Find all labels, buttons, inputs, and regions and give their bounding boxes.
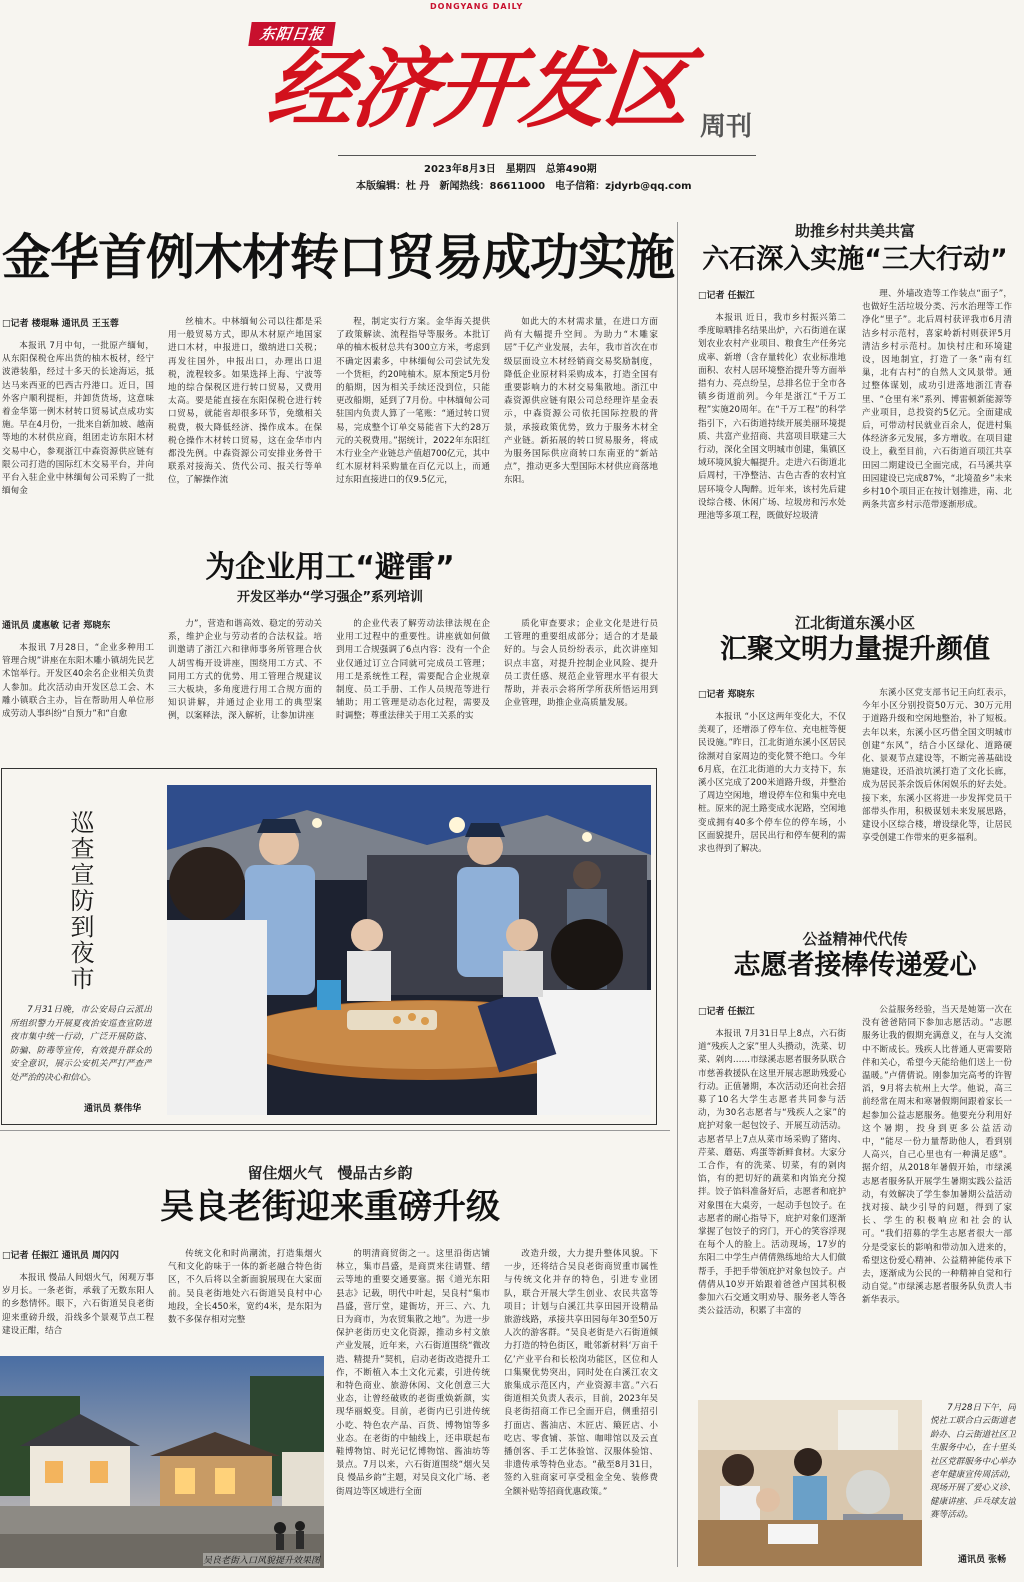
training-byline: 通讯员 虞惠敏 记者 郑晓东 <box>2 621 111 631</box>
side1-byline: □记者 任振江 <box>698 291 755 301</box>
masthead-title: 经济开发区 <box>262 39 694 140</box>
side2-headline: 汇聚文明力量提升颜值 <box>720 634 990 665</box>
volunteer-col-2: 公益服务经验，当天是她第一次在没有爸爸陪同下参加志愿活动。“志愿服务让我的假期充满意义，在与人交流中不断成长。残疾人比普通人更需要陪伴和关心，希望今天能给他们送上一份温暖。”卢倩倩说。刚参加完高考的许智滔，9月将去杭州上大学。他说，高三前经常在周末和寒暑假期间跟着家长一起参加公益志愿服务。他要充分利用好这个暑期，投身到更多公益活动中，“能尽一份力量帮助他人，看到别人高兴，自己心里也有一种满足感”。据介绍，从2018年暑假开始，市绿溪志愿者服务队开展学生暑期实践公益活动，有效解决了学生参加暑期公益活动找对接、缺少引导的问题，得到了家长、学生的积极响应和社会的认可。“我们招募的学生志愿者很大一部分是受家长的影响和带动加入进来的，希望这份爱心精神、公益精神能传承下去，逐渐成为公民的一种精神自觉和行动自觉。”市绿溪志愿者服务队负责人韦新华表示。 <box>862 1005 1012 1306</box>
masthead-english: DONGYANG DAILY <box>430 2 524 11</box>
side2-col-1: 本报讯 “小区这两年变化大，不仅美观了，还增添了停车位、充电桩等便民设施。”昨日，江北街道东溪小区居民徐濒对自家周边的变化赞不绝口。今年6月底，在江北街道的大力支持下，东溪小区完成了200米道路升级，并整治了周边空闲地，增设停车位和集中充电桩。原来的泥土路变成水泥路，空闲地变成拥有40多个停车位的停车场，小区面貌提升，居民出行和停车便利的需求也得到了解决。 <box>698 712 846 855</box>
street-photo-caption: 吴良老街入口风貌提升效果图 <box>203 1553 320 1566</box>
clinic-photo-caption: 7月28日下午，同悦社工联合白云街道老龄办、白云街道社区卫生服务中心，在十里头社区党群服务中心举办老年健康宣传周活动，现场开展了爱心义诊、健康讲座、乒乓球友谊赛等活动。 <box>930 1403 1016 1521</box>
volunteer-headline: 志愿者接棒传递爱心 <box>733 950 977 981</box>
side1-col-1: 本报讯 近日，我市乡村振兴第二季度晾晒排名结果出炉，六石街道在谋划农业农村产业项目、粮食生产任务完成率、新增（含存量转化）农业标准地面积、农村人居环境整治提升等方面举措有力、亮点纷呈，总排名位于全市各镇乡街道前列。今年是浙江“千万工程”实施20周年。在“千万工程”的科学指引下，六石街道持续开展美丽环境提质、共富产业招商、共富项目联建三大行动，深化全国文明城市创建，集镇区域环境风貌大幅提升。走进六石街道北后周村，干净整洁、古色古香的农村宜居环境令人陶醉。近年来，该村先后建设综合楼、休闲广场、垃圾房和污水处理池等多项工程，既做好垃圾清 <box>698 313 846 522</box>
training-subhead: 开发区举办“学习强企”系列培训 <box>236 590 424 605</box>
side1-col-2: 理、外墙改造等工作装点“面子”，也做好生活垃圾分类、污水治理等工作净化“里子”。北后周村获评我市6月清洁乡村示范村，喜家岭新村则获评5月清洁乡村示范村。加快村庄和环境建设，因地制宜，打造了一条“南有红巢，北有古村”的自然人文风景带。通过整体谋划，成功引进落地浙江青春里、“仓里有米”系列、博雷顿新能源等产业项目，总投资约5亿元。全面建成后，可带动村民就业百余人，促进村集体经济多元发展，多方增收。在项目建设上，截至目前，六石街道百项江共享田园二期建设已全面完成，石马溪共享田园建设已完成87%，“北境盈乡”未来乡村10个项目正在按计划推进，南、北两条共富乡村示范带逐渐形成。 <box>862 289 1012 511</box>
photo-box-title: 巡查宣防到夜市 <box>66 810 94 992</box>
lead-col-1: 本报讯 7月中旬，一批原产缅甸，从东阳保税仓库出货的柚木板材，经宁波港装船，经过十多天的长途海运，抵达马来西亚的巴西古丹港口。近日，国外客户顺利提柜，并卸货货场，这意味着金华第一例木材转口贸易试点成功实施。早在4月份，一批来自新加坡、越南等地的木材供应商，组团走访东阳木材交易中心，参观浙江中森资源供应链有限公司打造的国际红木交易平台，并向平台入驻企业中林缅甸公司采购了一批缅甸金 <box>2 341 154 497</box>
paper-name: 东阳日报 <box>258 25 326 43</box>
training-headline: 为企业用工“避雷” <box>205 550 455 585</box>
clinic-photo <box>698 1400 922 1566</box>
column-divider <box>677 222 678 1567</box>
street-kicker: 留住烟火气 慢品古乡韵 <box>247 1164 413 1182</box>
date-line: 2023年8月3日 星期四 总第490期 <box>424 164 597 175</box>
lead-col-3: 程，制定实行方案。金华海关提供了政策解读、流程指导等服务。本批订单的柚木板材总共有300立方米，考虑到不确定因素多，中林缅甸公司尝试先发一个货柜，约20吨柚木。原本预定5月份的船期，因为相关手续还没到位，只能更改船期，延到了7月份。中林缅甸公司驻国内负责人算了一笔账：“通过转口贸易，完成整个订单交易能省下大约28万元的关税费用。”据统计，2022年东阳红木行业全产业链总产值超700亿元，其中红木原材料采购量在百亿元以上，而通过东阳直接进口的仅9.5亿元， <box>336 317 490 486</box>
volunteer-kicker: 公益精神代代传 <box>802 930 908 948</box>
street-byline: □记者 任振江 通讯员 周闪闪 <box>2 1251 119 1261</box>
side2-col-2: 东溪小区党支部书记王向红表示，今年小区分别投资50万元、30万元用于道路升级和空闲地整治，补了短板。去年以来，东溪小区巧借全国文明城市创建“东风”，结合小区绿化、道路硬化、景观节点建设等，不断完善基础设施建设，还沿浪坑溪打造了文化长廊，成为居民茶余饭后休闲娱乐的好去处。接下来，东溪小区将进一步发挥党员干部带头作用，积极谋划未来发展思路，建设小区综合楼，增设绿化等，让居民享受创建工作带来的更多福利。 <box>862 688 1012 844</box>
side2-byline: □记者 郑晓东 <box>698 690 755 700</box>
street-headline: 吴良老街迎来重磅升级 <box>160 1187 500 1227</box>
street-col-2: 传统文化和时尚潮流，打造集烟火气和文化韵味于一体的新老融合特色街区，不久后将以全新面貌展现在大家面前。吴良老街地处六石街道吴良村中心地段，全长450米，宽约4米，是东阳为数不多保存相对完整 <box>168 1249 322 1326</box>
street-col-4: 改造升级，大力提升整体风貌。下一步，还将结合吴良老街商贸重市属性与传统文化并存的特色，引进专业团队，联合开展大学生创业、农民共富等项目；计划与白溪江共享田园开设精品旅游线路，承接共享田园每年30至50万人次的游客群。“吴良老街是六石街道倾力打造的特色街区，毗邻新材料‘万亩千亿’产业平台和长松岗功能区，区位和人口集聚优势突出，同时处在白溪江农文旅集成示范区内，产业资源丰富。”六石街道相关负责人表示，目前，2023年吴良老街招商工作已全面开启，侧重招引打面店、酱油店、木匠店、簸匠店、小吃店、零食铺、茶馆、咖啡馆以及云直播创客、手工艺体验馆、汉服体验馆、非遗传承等特色业态。“截至8月31日，签约入驻商家可享受租金全免、装修费全额补贴等招商优惠政策。” <box>504 1249 658 1497</box>
side1-headline: 六石深入实施“三大行动” <box>702 244 1008 275</box>
masthead-suffix: 周刊 <box>700 112 753 142</box>
side2-kicker: 江北街道东溪小区 <box>794 614 915 632</box>
street-col-3: 的明清商贸街之一。这里沿街店铺林立，集市昌盛，是商贾来往请暨、缙云等地的重要交通要塞。据《道光东阳县志》记载，明代中叶起，吴良村“集市昌盛，营厅堂，建衙坊，开三、六、九日为商市，为农贸集散之地”。为进一步保护老街历史文化资源，推动乡村文旅产业发展，近年来，六石街道围绕“微改造、精提升”契机，启动老街改造提升工作，不断植入本土文化元素，引进传统和特色商业、旅游休闲、文化创意三大业态，让曾经破败的老街重焕新颜，实现华丽蜕变。目前，老街内已引进传统小吃、特色农产品、百货、博物馆等多业态。在老街的中轴线上，还串联起布鞋博物馆、时光记忆博物馆、酱油坊等景点。7月以来，六石街道围绕“烟火吴良 慢品乡韵”主题，对吴良文化广场、老街周边等区域进行全面 <box>336 1249 490 1497</box>
night-market-photo <box>167 785 651 1115</box>
side1-kicker: 助推乡村共美共富 <box>794 222 915 240</box>
editor-line: 本版编辑：杜 丹 新闻热线：86611000 电子信箱：zjdyrb@qq.com <box>356 181 692 192</box>
volunteer-byline: □记者 任振江 <box>698 1007 755 1017</box>
lead-byline: □记者 楼琨琳 通讯员 王玉蓉 <box>2 319 119 329</box>
lead-col-4: 如此大的木材需求量，在进口方面尚有大幅提升空间。为助力“木雕家居”千亿产业发展，去年，我市首次在市级层面设立木材经销商交易奖励制度，降低企业原材料采购成本，打造全国有重要影响力的木材交易集散地。浙江中森资源供应链有限公司总经理许星金表示，中森资源公司依托国际控股的背景，承接政策优势，致力于服务木材全产业链。新拓展的转口贸易服务，将成为服务国际供应商转口东南亚的“新站点”，推动更多大型国际木材供应商落地东阳。 <box>504 317 658 486</box>
training-col-3: 的企业代表了解劳动法律法规在企业用工过程中的重要性。讲座就如何做到用工合规强调了6点内容：没有一个企业仅通过订立合同就可完成员工管理；用工是系统性工程，需要配合企业规章制度、员工手册、工作人员规范等进行辅助；用工管理是动态化过程，需要及时调整；尊重法律关于用工关系的实 <box>336 619 490 722</box>
volunteer-col-1: 本报讯 7月31日早上8点，六石街道“残疾人之家”里人头攒动，洗菜、切菜、剁肉……市绿溪志愿者服务队联合市慈善救援队在这里开展志愿助残爱心行动。正值暑期，本次活动还向社会招募了10名大学生志愿者共同参与活动，为30名志愿者与“残疾人之家”的庇护对象一起包饺子、开展互动活动。志愿者早上7点从菜市场采购了猪肉、芹菜、蘑菇、鸡蛋等新鲜食材。大家分工合作，有的洗菜、切菜，有的剁肉馅，有的把切好的蔬菜和肉馅充分搅拌。饺子馅料准备好后，志愿者和庇护对象围在大桌旁，一起动手包饺子。在志愿者的耐心指导下，庇护对象们逐渐掌握了包饺子的窍门，开心的笑容浮现在每个人的脸上。活动现场，17岁的东阳二中学生卢倩倩熟练地给大人们做帮手，手把手带领庇护对象包饺子。卢倩倩从10岁开始跟着爸爸卢国其积极参加六石交通文明劝导、服务老人等各类公益活动，积累了丰富的 <box>698 1029 846 1317</box>
street-rendering-photo <box>0 1356 324 1568</box>
training-col-1: 本报讯 7月28日，“企业多种用工管理合规”讲座在东阳木雕小镇胡先民艺术馆举行。开发区40余名企业相关负责人参加。此次活动由开发区总工会、木雕小镇联合主办，旨在帮助用人单位形成劳动人事纠纷“自预力”和“自愈 <box>2 643 154 720</box>
training-col-4: 质化审查要求；企业文化是进行员工管理的重要组成部分；适合的才是最好的。与会人员纷纷表示，此次讲座知识点丰富，对提升控制企业风险、提升员工责任感、规范企业管理水平有很大帮助，并表示会将所学所获所悟运用到企业管理，助推企业高质量发展。 <box>504 619 658 709</box>
street-top-rule <box>0 1130 670 1131</box>
clinic-photo-credit: 通讯员 张畅 <box>958 1555 1007 1565</box>
photo-box-caption: 7月31日晚，市公安局白云派出所组织警力开展夏夜治安巡查宣防进夜市集中统一行动，广泛开展防盗、防骗、防毒等宣传，有效提升群众的安全意识，展示公安机关严打严查严处严治的决心和信心。 <box>10 1005 152 1083</box>
photo-box-credit: 通讯员 蔡伟华 <box>84 1104 142 1114</box>
masthead-rule <box>338 155 756 156</box>
street-col-1: 本报讯 慢品人间烟火气，闲观万事岁月长。一条老街，承载了无数东阳人的乡愁情怀。眼下，六石街道吴良老街迎来重磅升级，沿线多个景观节点工程建设正酣，结合 <box>2 1273 154 1336</box>
training-col-2: 力”，营造和谐高效、稳定的劳动关系，维护企业与劳动者的合法权益。培训邀请了浙江六和律师事务所管理合伙人胡雪梅开设讲座，围绕用工方式、不同用工方式的优势、用工管理合规建议三大板块，多角度进行用工合规方面的知识讲解，并通过企业用工的典型案例，以案释法，深入解析，让参加讲座 <box>168 619 322 722</box>
lead-headline: 金华首例木材转口贸易成功实施 <box>2 229 675 286</box>
lead-col-2: 丝柚木。中林缅甸公司以往都是采用一般贸易方式，即从木材原产地国家进口木材，申报进口，缴纳进口关税；再发往国外，申报出口，办理出口退税，流程较多。如果选择上海、宁波等地的综合保税区进行转口贸易，又费用太高。要是能直接在东阳保税仓进行转口贸易，就能省却很多环节，免缴相关税费，极大降低经济、操作成本。在保税仓操作木材转口贸易，这在金华市内都没先例。中森资源公司安排业务骨干联系对接海关、货代公司、报关行等单位，了解操作流 <box>168 317 322 486</box>
